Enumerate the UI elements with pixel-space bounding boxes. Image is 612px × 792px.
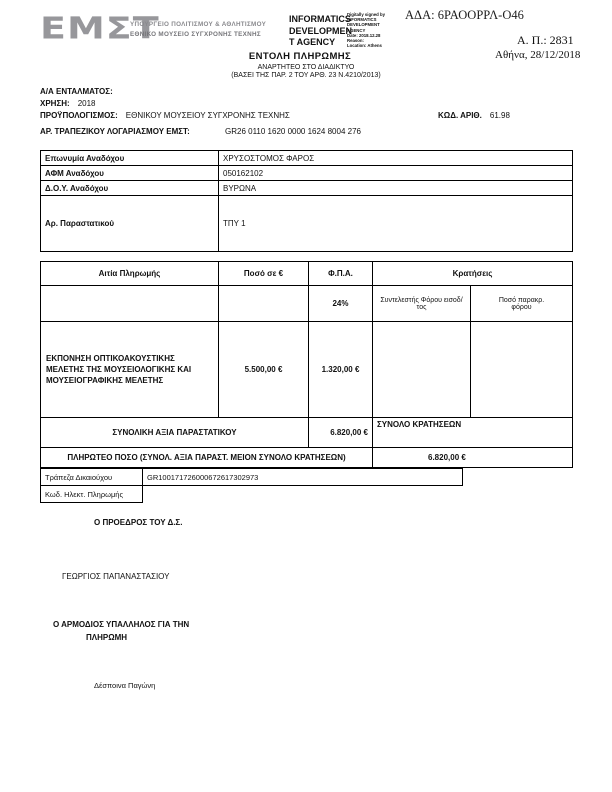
- epayment-row: [41, 486, 573, 503]
- document-title: ΕΝΤΟΛΗ ΠΛΗΡΩΜΗΣ: [248, 51, 352, 62]
- signature-detail-line: Digitally signed by: [347, 12, 385, 17]
- payment-officer-title-line1: Ο ΑΡΜΟΔΙΟΣ ΥΠΑΛΛΗΛΟΣ ΓΙΑ ΤΗΝ: [53, 620, 190, 629]
- payment-body-row: [41, 322, 573, 418]
- president-name: ΓΕΩΡΓΙΟΣ ΠΑΠΑΝΑΣΤΑΣΙΟΥ: [62, 572, 170, 581]
- payable-label: ΠΛΗΡΩΤΕΟ ΠΟΣΟ (ΣΥΝΟΛ. ΑΞΙΑ ΠΑΡΑΣΤ. ΜΕΙΟΝ ΣΥΝΟΛΟ ΚΡΑΤΗΣΕΩΝ): [41, 448, 373, 468]
- signature-detail-line: Date: 2018.12.28: [347, 32, 381, 38]
- ministry-block: [130, 20, 266, 39]
- budget-line: [40, 111, 290, 120]
- contractor-table: [40, 150, 573, 252]
- document-subtitle-web: ΑΝΑΡΤΗΤΕΟ ΣΤΟ ΔΙΑΔΙΚΤΥΟ: [257, 64, 355, 71]
- warrant-number-label: Α/Α ΕΝΤΑΛΜΑΤΟΣ:: [40, 87, 113, 96]
- budget-value: ΕΘΝΙΚΟΥ ΜΟΥΣΕΙΟΥ ΣΥΓΧΡΟΝΗΣ ΤΕΧΝΗΣ: [125, 111, 290, 120]
- signature-detail-line: INFORMATICS: [347, 17, 377, 23]
- budget-code-label: ΚΩΔ. ΑΡΙΘ.: [438, 111, 482, 120]
- table-row: [41, 181, 573, 196]
- col-header-reason: Αιτία Πληρωμής: [41, 262, 219, 286]
- contractor-taxoffice-label: Δ.Ο.Υ. Αναδόχου: [41, 181, 219, 196]
- bank-account-line: [40, 127, 361, 136]
- subcol-tax-rate: Συντελεστής Φόρου εισοδ/τος: [373, 286, 471, 322]
- beneficiary-bank-label: Τράπεζα Δικαιούχου: [41, 469, 143, 486]
- empty-cell: [373, 322, 471, 418]
- payment-vat-amount: 1.320,00 €: [309, 322, 373, 418]
- invoice-number-value: ΤΠΥ 1: [219, 196, 573, 252]
- signature-detail-line: Location: Athens: [347, 43, 382, 49]
- document-date: Αθήνα, 28/12/2018: [495, 49, 581, 61]
- contractor-vatid-label: ΑΦΜ Αναδόχου: [41, 166, 219, 181]
- subcol-tax-amount: [471, 286, 573, 322]
- payment-amount: 5.500,00 €: [219, 322, 309, 418]
- col-header-deductions: Κρατήσεις: [373, 262, 573, 286]
- col-header-amount: Ποσό σε €: [219, 262, 309, 286]
- empty-cell: [143, 486, 463, 503]
- budget-code-line: [438, 111, 510, 120]
- payment-officer-name: Δέσποινα Παγώνη: [94, 681, 156, 690]
- deductions-total-label: ΣΥΝΟΛΟ ΚΡΑΤΗΣΕΩΝ: [377, 420, 462, 429]
- empty-cell: [463, 469, 573, 486]
- table-row: [41, 196, 573, 252]
- table-row: [41, 151, 573, 166]
- payment-subheader-row: [41, 286, 573, 322]
- total-value: 6.820,00 €: [309, 418, 373, 448]
- payment-table: [40, 261, 573, 468]
- invoice-number-label: Αρ. Παραστατικού: [41, 196, 219, 252]
- fiscal-year-label: ΧΡΗΣΗ:: [40, 99, 70, 108]
- payment-officer-title-line2: ΠΛΗΡΩΜΗ: [86, 633, 128, 642]
- bank-account-label: ΑΡ. ΤΡΑΠΕΖΙΚΟΥ ΛΟΓΑΡΙΑΣΜΟΥ ΕΜΣΤ:: [40, 127, 190, 136]
- contractor-name-label: Επωνυμία Αναδόχου: [41, 151, 219, 166]
- digital-signature-details: [347, 12, 399, 48]
- fiscal-year-value: 2018: [77, 99, 96, 108]
- bank-table: [40, 468, 573, 503]
- budget-label: ΠΡΟΫΠΟΛΟΓΙΣΜΟΣ:: [40, 111, 118, 120]
- ministry-line2: ΕΘΝΙΚΟ ΜΟΥΣΕΙΟ ΣΥΓΧΡΟΝΗΣ ΤΕΧΝΗΣ: [130, 30, 261, 38]
- signature-detail-line: DEVELOPMENT AGENCY: [347, 22, 380, 33]
- contractor-taxoffice-value: ΒΥΡΩΝΑ: [219, 181, 573, 196]
- empty-cell: [41, 286, 219, 322]
- empty-cell: [463, 486, 573, 503]
- contractor-name-value: ΧΡΥΣΟΣΤΟΜΟΣ ΦΑΡΟΣ: [219, 151, 573, 166]
- bank-row: [41, 469, 573, 486]
- deductions-total-cell: [373, 418, 573, 448]
- epayment-code-label: Κωδ. Ηλεκτ. Πληρωμής: [41, 486, 143, 503]
- fiscal-year-line: [40, 99, 96, 108]
- signature-detail-line: Reason:: [347, 38, 364, 44]
- empty-cell: [219, 286, 309, 322]
- total-label: ΣΥΝΟΛΙΚΗ ΑΞΙΑ ΠΑΡΑΣΤΑΤΙΚΟΥ: [41, 418, 309, 448]
- contractor-vatid-value: 050162102: [219, 166, 573, 181]
- payment-reason: ΕΚΠΟΝΗΣΗ ΟΠΤΙΚΟΑΚΟΥΣΤΙΚΗΣ ΜΕΛΕΤΗΣ ΤΗΣ ΜΟΥΣΕΙΟΛΟΓΙΚΗΣ ΚΑΙ ΜΟΥΣΕΙΟΓΡΑΦΙΚΗΣ ΜΕΛΕΤΗΣ: [41, 322, 219, 418]
- payment-header-row: [41, 262, 573, 286]
- president-title: Ο ΠΡΟΕΔΡΟΣ ΤΟΥ Δ.Σ.: [94, 518, 183, 527]
- totals-row: [41, 418, 573, 448]
- document-subtitle-law: (ΒΑΣΕΙ ΤΗΣ ΠΑΡ. 2 ΤΟΥ ΑΡΘ. 23 Ν.4210/2013): [231, 72, 381, 79]
- protocol-number: Α. Π.: 2831: [517, 33, 574, 47]
- bank-account-value: GR26 0110 1620 0000 1624 8004 276: [225, 127, 361, 136]
- empty-cell: [471, 322, 573, 418]
- beneficiary-iban-value: GR100171726000672617302973: [143, 469, 463, 486]
- payable-row: [41, 448, 573, 468]
- digital-signature-agency: INFORMATICS DEVELOPMEN T AGENCY: [289, 14, 353, 47]
- vat-rate-value: 24%: [309, 286, 373, 322]
- payable-value: 6.820,00 €: [373, 448, 573, 468]
- emst-logo: ΕΜΣΤ: [40, 10, 160, 46]
- ada-code: ΑΔΑ: 6ΡΑΟΟΡΡΛ-Ο46: [405, 8, 524, 22]
- subcol-tax-amount-text: Ποσό παρακρ. φόρου: [498, 296, 545, 311]
- budget-code-value: 61.98: [489, 111, 510, 120]
- table-row: [41, 166, 573, 181]
- ministry-line1: ΥΠΟΥΡΓΕΙΟ ΠΟΛΙΤΙΣΜΟΥ & ΑΘΛΗΤΙΣΜΟΥ: [130, 21, 267, 28]
- col-header-vat: Φ.Π.Α.: [309, 262, 373, 286]
